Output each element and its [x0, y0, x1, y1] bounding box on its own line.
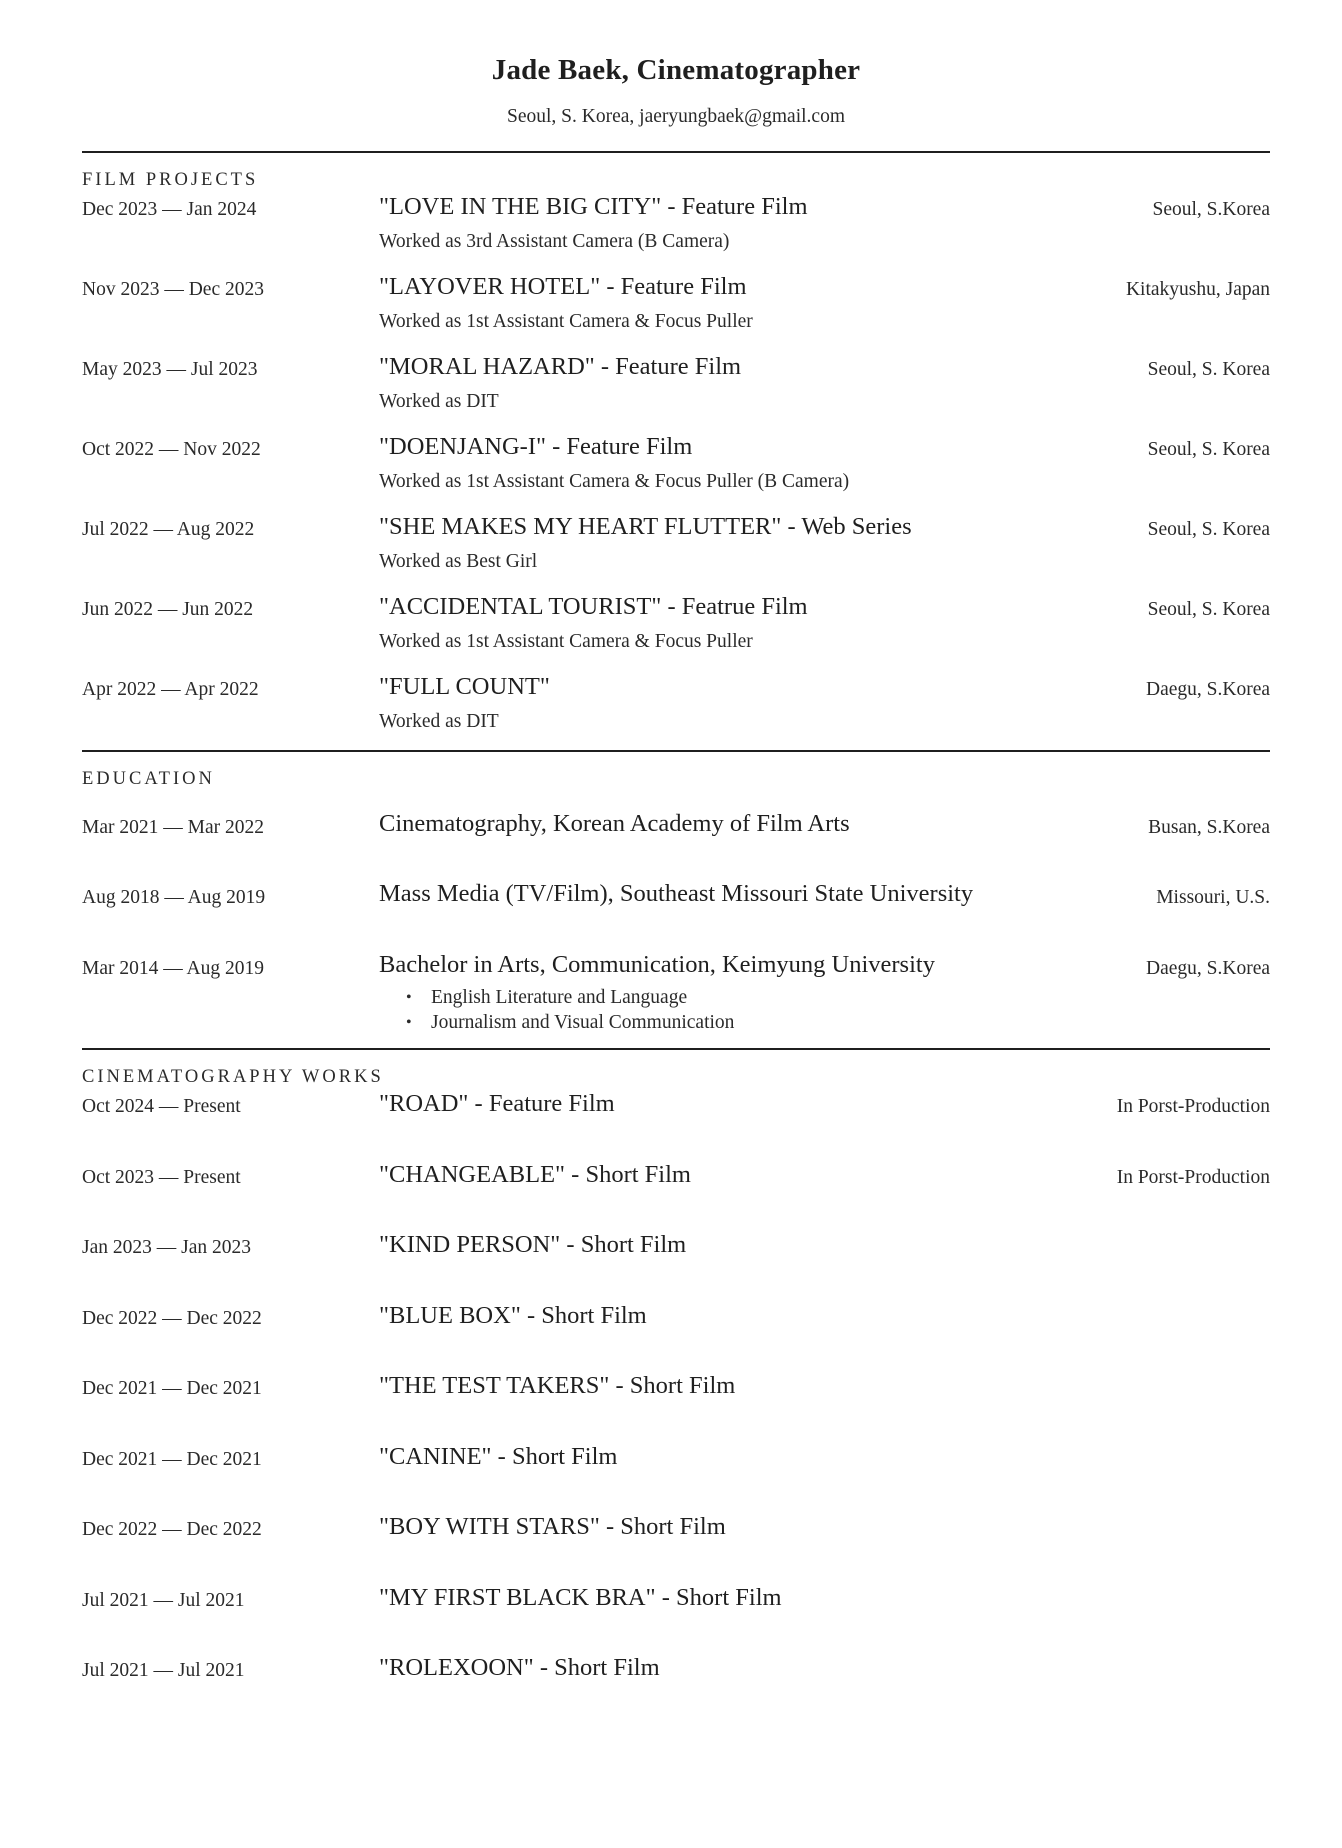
entry-bullet-list [379, 985, 1270, 1035]
entry-title: Bachelor in Arts, Communication, Keimyung University [379, 951, 935, 978]
work-entry [82, 1089, 1270, 1160]
entry-title: Cinematography, Korean Academy of Film Arts [379, 810, 850, 837]
entry-title: "DOENJANG-I" - Feature Film [379, 433, 693, 460]
entry-location: Seoul, S. Korea [1147, 359, 1270, 380]
entry-date: Jun 2022 — Jun 2022 [82, 599, 254, 620]
entry-role: Worked as DIT [379, 391, 499, 412]
entry-date: Dec 2022 — Dec 2022 [82, 1519, 262, 1540]
film-project-entry [82, 352, 1270, 432]
entry-date: Oct 2022 — Nov 2022 [82, 439, 261, 460]
film-project-entry [82, 672, 1270, 750]
entry-date: Dec 2023 — Jan 2024 [82, 199, 257, 220]
entry-date: Oct 2023 — Present [82, 1166, 241, 1188]
entry-title: "MY FIRST BLACK BRA" - Short Film [379, 1583, 782, 1611]
entry-date: Dec 2021 — Dec 2021 [82, 1378, 262, 1399]
entry-date: Dec 2022 — Dec 2022 [82, 1307, 262, 1329]
entry-title: "THE TEST TAKERS" - Short Film [379, 1372, 736, 1399]
entry-title: "ACCIDENTAL TOURIST" - Featrue Film [379, 593, 808, 620]
work-entry [82, 1512, 1270, 1583]
entry-date: Aug 2018 — Aug 2019 [82, 887, 266, 908]
work-entry [82, 1371, 1270, 1442]
entry-title: "BOY WITH STARS" - Short Film [379, 1513, 726, 1540]
section-heading-film-projects: FILM PROJECTS [82, 170, 259, 190]
resume-header [82, 0, 1270, 130]
entry-title: "LAYOVER HOTEL" - Feature Film [379, 273, 747, 300]
entry-role: Worked as DIT [379, 711, 499, 732]
entry-title: "ROLEXOON" - Short Film [379, 1654, 660, 1681]
work-entry [82, 1583, 1270, 1654]
entry-date: May 2023 — Jul 2023 [82, 359, 258, 380]
entry-date: Oct 2024 — Present [82, 1096, 241, 1117]
entry-status: In Porst-Production [1116, 1096, 1270, 1117]
entry-title: "BLUE BOX" - Short Film [379, 1301, 647, 1329]
entry-date: Nov 2023 — Dec 2023 [82, 279, 264, 300]
education-entry [82, 809, 1270, 879]
section-divider [82, 750, 1270, 752]
entry-location: Daegu, S.Korea [1146, 958, 1270, 979]
entry-location: Seoul, S. Korea [1147, 519, 1270, 540]
film-project-entry [82, 512, 1270, 592]
entry-date: Jan 2023 — Jan 2023 [82, 1237, 251, 1258]
entry-role: Worked as 1st Assistant Camera & Focus Puller [379, 631, 753, 652]
list-item: • Journalism and Visual Communication [379, 1010, 1270, 1035]
cinematography-works-section [82, 1065, 1270, 1724]
entry-title: "SHE MAKES MY HEART FLUTTER" - Web Series [379, 513, 912, 540]
education-entry [82, 879, 1270, 950]
resume-page [82, 0, 1270, 1724]
entry-title: "ROAD" - Feature Film [379, 1090, 615, 1117]
section-heading-education: EDUCATION [82, 769, 215, 789]
work-entry [82, 1301, 1270, 1372]
section-heading-cinematography-works: CINEMATOGRAPHY WORKS [82, 1067, 384, 1087]
entry-location: Daegu, S.Korea [1146, 679, 1270, 700]
education-entry [82, 950, 1270, 1048]
film-project-entry [82, 272, 1270, 352]
film-projects-section [82, 168, 1270, 750]
entry-title: "CHANGEABLE" - Short Film [379, 1160, 691, 1188]
entry-status: In Porst-Production [1116, 1166, 1270, 1188]
film-project-entry [82, 192, 1270, 272]
entry-title: Mass Media (TV/Film), Southeast Missouri State University [379, 880, 974, 907]
entry-role: Worked as Best Girl [379, 551, 538, 572]
entry-role: Worked as 1st Assistant Camera & Focus Puller (B Camera) [379, 471, 850, 492]
entry-date: Mar 2014 — Aug 2019 [82, 958, 264, 979]
entry-title: "FULL COUNT" [379, 673, 550, 700]
entry-location: Kitakyushu, Japan [1125, 279, 1270, 300]
education-section [82, 767, 1270, 1048]
work-entry [82, 1160, 1270, 1231]
entry-role: Worked as 3rd Assistant Camera (B Camera) [379, 231, 730, 252]
entry-date: Mar 2021 — Mar 2022 [82, 817, 264, 838]
entry-title: "LOVE IN THE BIG CITY" - Feature Film [379, 193, 808, 220]
entry-title: "KIND PERSON" - Short Film [379, 1231, 687, 1258]
entry-location: Seoul, S.Korea [1152, 199, 1270, 220]
entry-location: Missouri, U.S. [1156, 887, 1270, 908]
entry-date: Jul 2022 — Aug 2022 [82, 519, 255, 540]
entry-title: "MORAL HAZARD" - Feature Film [379, 353, 742, 380]
entry-date: Apr 2022 — Apr 2022 [82, 679, 259, 700]
entry-date: Jul 2021 — Jul 2021 [82, 1589, 245, 1611]
entry-date: Dec 2021 — Dec 2021 [82, 1448, 262, 1470]
entry-location: Seoul, S. Korea [1147, 439, 1270, 460]
entry-title: "CANINE" - Short Film [379, 1442, 618, 1470]
list-item: • English Literature and Language [379, 985, 1270, 1010]
work-entry [82, 1230, 1270, 1301]
section-divider [82, 151, 1270, 153]
work-entry [82, 1653, 1270, 1724]
entry-location: Seoul, S. Korea [1147, 599, 1270, 620]
entry-role: Worked as 1st Assistant Camera & Focus Puller [379, 311, 753, 332]
section-divider [82, 1048, 1270, 1050]
entry-location: Busan, S.Korea [1148, 817, 1270, 838]
film-project-entry [82, 432, 1270, 512]
work-entry [82, 1442, 1270, 1513]
page-title: Jade Baek, Cinematographer [491, 54, 861, 86]
entry-date: Jul 2021 — Jul 2021 [82, 1660, 245, 1681]
contact-line: Seoul, S. Korea, jaeryungbaek@gmail.com [507, 106, 845, 127]
film-project-entry [82, 592, 1270, 672]
